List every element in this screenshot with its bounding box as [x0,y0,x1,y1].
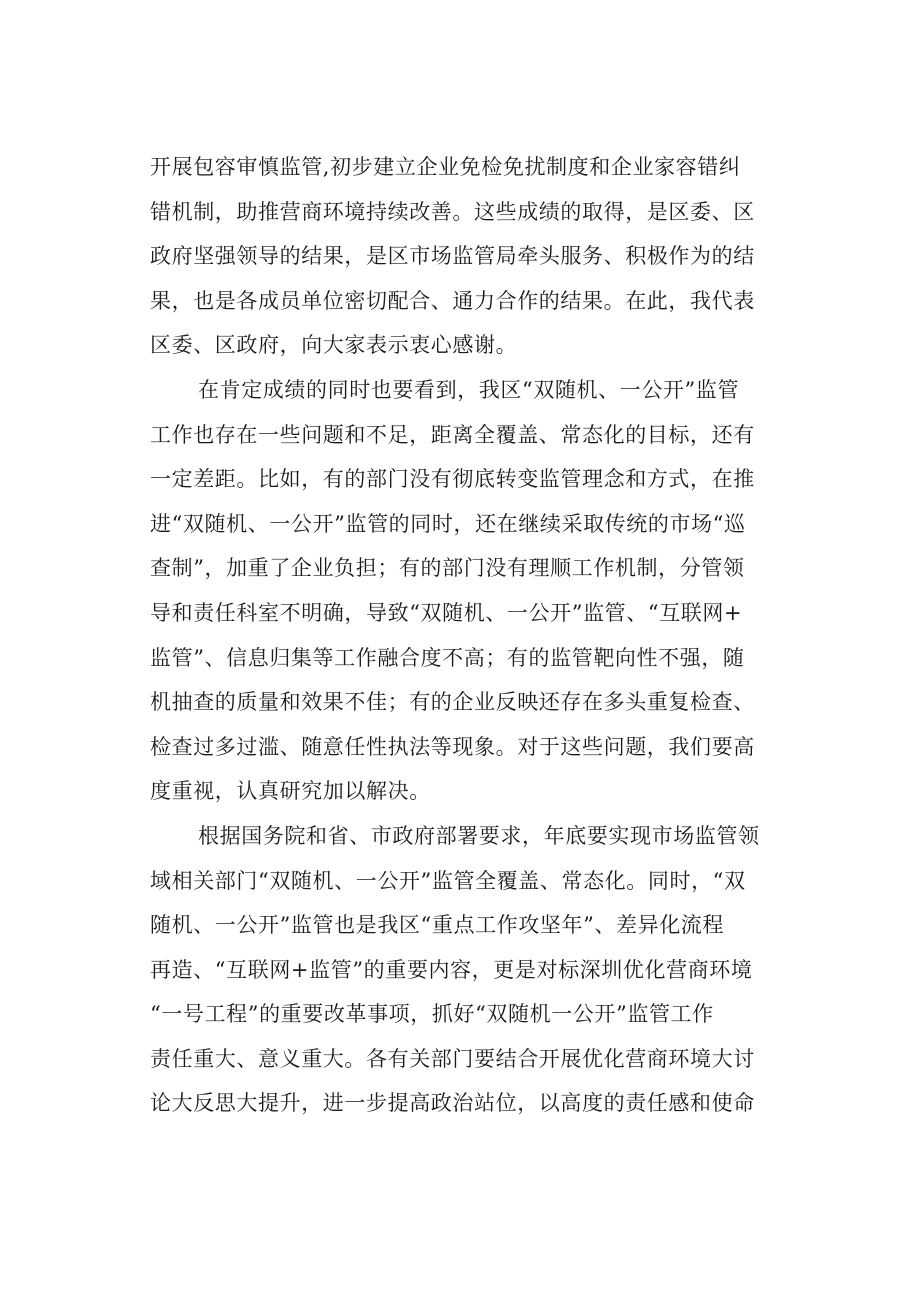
text-line: 论大反思大提升，进一步提高政治站位，以高度的责任感和使命 [150,1091,755,1116]
text-line: 随机、一公开”监管也是我区“重点工作攻坚年”、差异化流程 [150,913,725,938]
text-line: 进“双随机、一公开”监管的同时，还在继续采取传统的市场“巡 [150,511,746,536]
text-line: 责任重大、意义重大。各有关部门要结合开展优化营商环境大讨 [150,1046,755,1071]
text-line: 错机制，助推营商环境持续改善。这些成绩的取得，是区委、区 [150,199,755,224]
paragraph-start-line: 在肯定成绩的同时也要看到，我区“双随机、一公开”监管 [198,377,740,402]
text-line: 检查过多过滥、随意任性执法等现象。对于这些问题，我们要高 [150,734,755,759]
document-body [150,145,810,1126]
text-line: 开展包容审慎监管,初步建立企业免检免扰制度和企业家容错纠 [150,155,741,179]
text-line: 查制”，加重了企业负担；有的部门没有理顺工作机制，分管领 [150,556,745,581]
text-line: 政府坚强领导的结果，是区市场监管局牵头服务、积极作为的结 [150,244,755,269]
text-line: 导和责任科室不明确，导致“双随机、一公开”监管、“互联网+ [150,600,743,625]
paragraph-start-line: 根据国务院和省、市政府部署要求，年底要实现市场监管领 [198,823,760,848]
text-line: 域相关部门“双随机、一公开”监管全覆盖、常态化。同时，“双 [150,868,746,893]
text-line: “一号工程”的重要改革事项，抓好“双随机一公开”监管工作 [150,1002,714,1027]
text-line: 工作也存在一些问题和不足，距离全覆盖、常态化的目标，还有 [150,422,755,447]
text-line: 再造、“互联网+监管”的重要内容，更是对标深圳优化营商环境 [150,957,753,982]
text-line: 度重视，认真研究加以解决。 [150,779,431,804]
text-line: 一定差距。比如，有的部门没有彻底转变监管理念和方式，在推 [150,467,755,492]
text-line: 机抽查的质量和效果不佳；有的企业反映还存在多头重复检查、 [150,690,755,715]
text-line: 果，也是各成员单位密切配合、通力合作的结果。在此，我代表 [150,288,755,313]
text-line: 区委、区政府，向大家表示衷心感谢。 [150,333,518,358]
text-line: 监管”、信息归集等工作融合度不高；有的监管靶向性不强，随 [150,645,745,670]
